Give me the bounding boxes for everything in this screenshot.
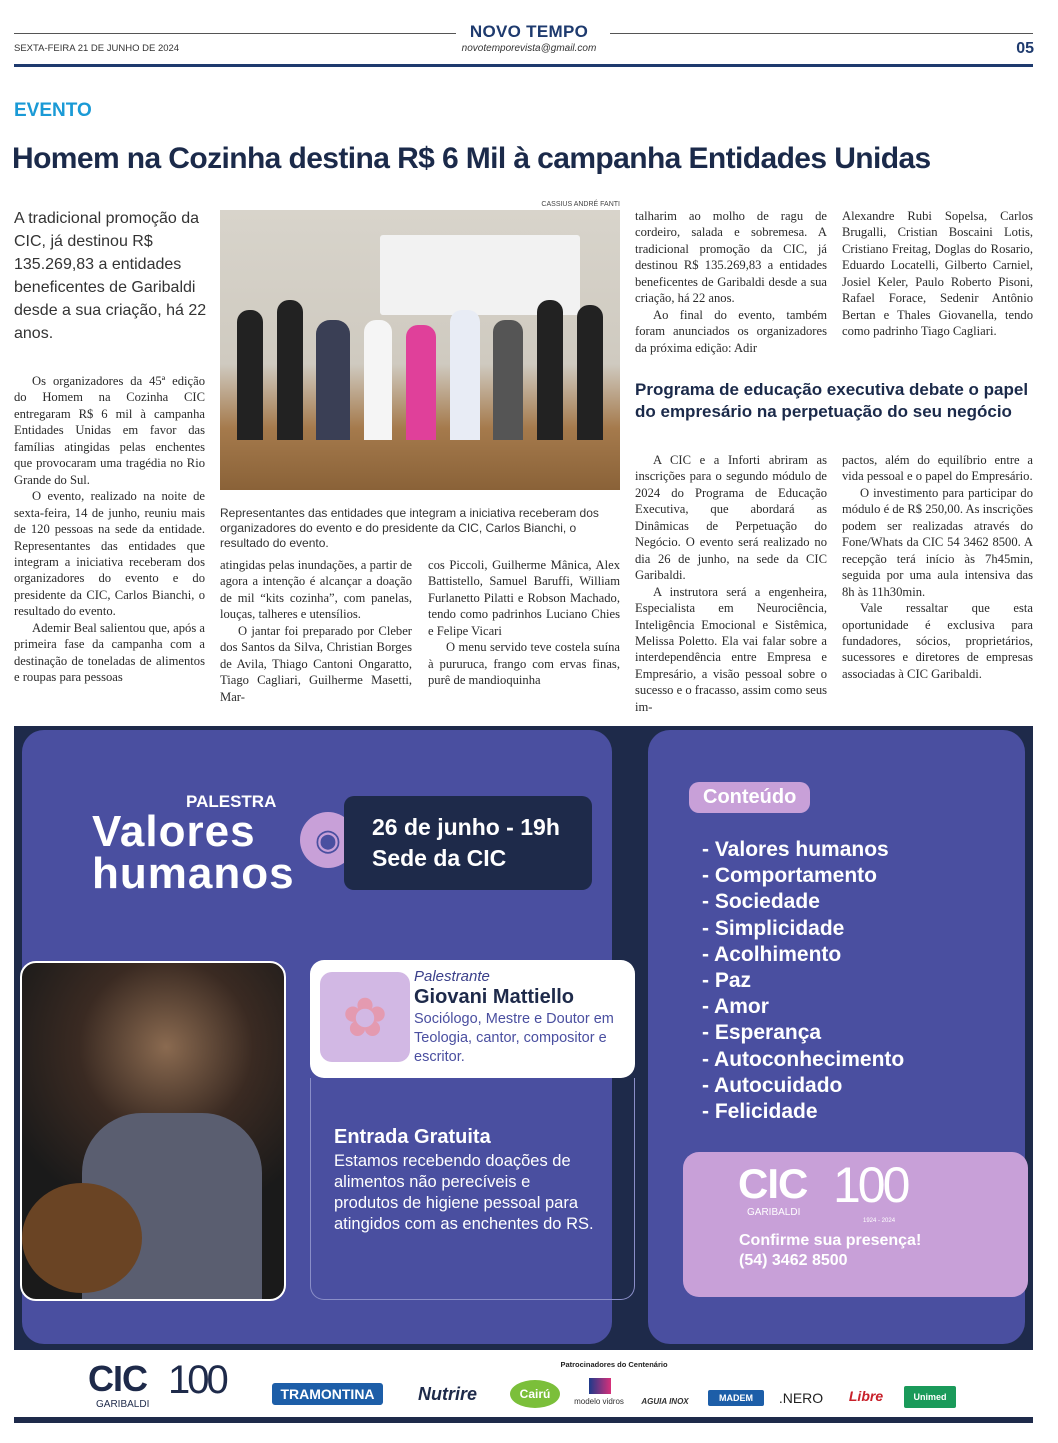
- topic-item: - Sociedade: [702, 890, 820, 914]
- sponsor-libre: Libre: [848, 1388, 884, 1404]
- paragraph: atingidas pelas inundações, a partir de agora a intenção é alcançar a doação de mil “kits cozinha”, com panelas, louças, talheres e utensílios.: [220, 558, 412, 622]
- brain-icon: ◉: [300, 812, 356, 868]
- ad-title-line1: Valores: [92, 807, 256, 856]
- content-label: Conteúdo: [689, 782, 810, 813]
- article-column-1: [14, 373, 205, 686]
- article-column-2: [220, 557, 412, 705]
- sponsor-unimed: Unimed: [904, 1386, 956, 1408]
- topic-item: - Esperança: [702, 1021, 822, 1045]
- sponsors-label: Patrocinadores do Centenário: [560, 1360, 668, 1369]
- paragraph: cos Piccoli, Guilherme Mânica, Alex Battistello, Samuel Baruffi, William Furlanetto Pilatti e Robson Machado, tendo como padrinhos Luciano Chies e Felipe Vicari: [428, 558, 620, 638]
- ad-kicker: PALESTRA: [186, 792, 277, 811]
- paragraph: Vale ressaltar que esta oportunidade é exclusiva para fundadores, sócios, proprietários, sucessores e diretores de empresas associadas à CIC Garibaldi.: [842, 601, 1033, 681]
- people-group: [230, 270, 610, 440]
- sponsor-modelo-vidros: modelo vidros: [574, 1396, 624, 1406]
- rsvp-box: [683, 1152, 1028, 1297]
- speaker-card: [310, 960, 635, 1078]
- article-column-4: [635, 208, 827, 356]
- topic-item: - Comportamento: [702, 864, 877, 888]
- paragraph: A instrutora será a engenheira, Especialista em Neurociência, Inteligência Emocional e Sistêmica, Melissa Poletto. Ela vai falar sobre a interdependência entre Empresa e Empresário, a visão pessoal sobre o sucesso e o fracasso, assim como seus im-: [635, 584, 828, 714]
- sponsor-aguia-inox: AGUIA INOX: [641, 1396, 689, 1406]
- footer-bar: [14, 1417, 1033, 1423]
- rsvp-text: Confirme sua presença!: [739, 1232, 922, 1249]
- speaker-name: Giovani Mattiello: [414, 986, 575, 1008]
- paragraph: O menu servido teve costela suína à pururuca, frango com ervas finas, purê de mandioquinha: [428, 640, 620, 688]
- rsvp-phone: (54) 3462 8500: [739, 1252, 848, 1269]
- article-column-5: [842, 208, 1033, 340]
- brain-icon: ✿: [320, 972, 410, 1062]
- cic-logo-sub: GARIBALDI: [747, 1207, 801, 1218]
- topic-item: - Simplicidade: [702, 916, 845, 940]
- photo-credit: CASSIUS ANDRÉ FANTI: [541, 201, 620, 208]
- entry-text: Estamos recebendo doações de alimentos não perecíveis e produtos de higiene pessoal para atingidos com as enchentes do RS.: [334, 1152, 594, 1233]
- ad-title-line2: humanos: [92, 849, 295, 898]
- event-photo: [220, 210, 620, 490]
- topic-list: [702, 837, 904, 1125]
- sponsor-cairu: Cairú: [510, 1380, 560, 1408]
- paragraph: A CIC e a Inforti abriram as inscrições para o segundo módulo de 2024 do Programa de Educação Executiva, que abordará as Dinâmicas de Perpetuação do Negócio. O evento será realizado no dia 26 de junho, na sede da CIC Garibaldi.: [635, 453, 827, 583]
- issue-date: SEXTA-FEIRA 21 DE JUNHO DE 2024: [14, 43, 180, 54]
- topic-item: - Autocuidado: [702, 1073, 843, 1097]
- paragraph: O investimento para participar do módulo é de R$ 250,00. As inscrições podem ser realizadas através do Fone/Whats da CIC 54 3462 8500. A recepção terá início às 7h45min, seguida por uma aula intensiva das 8h às 11h30min.: [842, 485, 1033, 599]
- section-label: EVENTO: [14, 100, 92, 121]
- topic-item: - Felicidade: [702, 1100, 818, 1124]
- topic-item: - Amor: [702, 995, 769, 1019]
- modelo-vidros-icon: [589, 1378, 611, 1394]
- article2-column-1: [635, 452, 827, 715]
- photo-caption: Representantes das entidades que integram a iniciativa receberam dos organizadores do evento e do presidente da CIC, Carlos Bianchi, o resultado do evento.: [220, 506, 599, 550]
- paragraph: O evento, realizado na noite de sexta-feira, 14 de junho, reuniu mais de 120 pessoas na sede da entidade. Representantes das entidades que integram a iniciativa receberam dos organizadores do evento e do presidente da CIC, Carlos Bianchi, o resultado do evento.: [14, 489, 205, 619]
- centenary-years: 1924 - 2024: [863, 1218, 896, 1224]
- cic-logo-sub: GARIBALDI: [96, 1399, 150, 1410]
- speaker-bio: Sociólogo, Mestre e Doutor em Teologia, cantor, compositor e escritor.: [414, 1011, 614, 1065]
- publication-email: novotemporevista@gmail.com: [461, 43, 597, 54]
- page-number: 05: [1016, 40, 1034, 57]
- sponsor-nero: .NERO: [778, 1390, 824, 1406]
- topic-item: - Valores humanos: [702, 838, 889, 861]
- paragraph: Ademir Beal salientou que, após a primeira fase da campanha com a destinação de toneladas de alimentos e roupas para pessoas: [14, 620, 205, 685]
- cic-logo: CIC: [738, 1160, 808, 1207]
- topic-item: - Paz: [702, 969, 752, 993]
- sponsor-nutrire: Nutrire: [417, 1383, 477, 1404]
- paragraph: pactos, além do equilíbrio entre a vida pessoal e o papel do Empresário.: [842, 453, 1033, 484]
- sponsor-madem: MADEM: [708, 1390, 764, 1406]
- paragraph: Alexandre Rubi Sopelsa, Carlos Brugalli, Cristian Boscaini Lotis, Cristiano Freitag, Doglas do Rosario, Eduardo Locatelli, Gilberto Carniel, Josiel Keler, Paulo Roberto Pisoni, Rafael Forace, Sedenir Antônio Bertan e Thales Giovanella, tendo como padrinho Tiago Cagliari.: [842, 209, 1033, 339]
- centenary-logo: 100: [833, 1157, 908, 1213]
- article2-headline: Programa de educação executiva debate o papel do empresário na perpetuação do seu negócio: [635, 380, 1029, 421]
- speaker-label: Palestrante: [414, 968, 490, 985]
- centenary-logo: 100: [168, 1358, 226, 1402]
- headline: Homem na Cozinha destina R$ 6 Mil à campanha Entidades Unidas: [12, 142, 931, 175]
- ad-venue: Sede da CIC: [372, 845, 507, 871]
- article2-column-2: [842, 452, 1033, 682]
- topic-item: - Autoconhecimento: [702, 1047, 905, 1071]
- paragraph: O jantar foi preparado por Cleber dos Santos da Silva, Christian Borges de Avila, Thiago Cantoni Ongaratto, Tiago Cagliari, Guilherme Masetti, Mar-: [220, 623, 412, 704]
- topic-item: - Acolhimento: [702, 942, 842, 966]
- lead-text: A tradicional promoção da CIC, já destinou R$ 135.269,83 a entidades beneficentes de Garibaldi desde a sua criação, há 22 anos.: [14, 210, 207, 342]
- paragraph: Ao final do evento, também foram anunciados os organizadores da próxima edição: Adir: [635, 307, 827, 355]
- ad-date: 26 de junho - 19h: [372, 814, 560, 840]
- header-divider: [14, 64, 1033, 67]
- article-column-3: [428, 557, 620, 689]
- speaker-photo: [20, 961, 286, 1301]
- sponsor-tramontina: TRAMONTINA: [272, 1383, 383, 1405]
- paragraph: talharim ao molho de ragu de cordeiro, salada e sobremesa. A tradicional promoção da CIC, já destinou R$ 135.269,83 a entidades beneficentes de Garibaldi desde a sua criação, há 22 anos.: [635, 209, 827, 306]
- date-box: [344, 796, 592, 890]
- paragraph: Os organizadores da 45ª edição do Homem na Cozinha CIC entregaram R$ 6 mil à campanha Entidades Unidas em favor das famílias atingidas pelas enchentes que provocaram uma tragédia no Rio Grande do Sul.: [14, 374, 205, 487]
- publication-name: NOVO TEMPO: [469, 22, 589, 41]
- cic-logo: CIC: [88, 1358, 147, 1399]
- entry-title: Entrada Gratuita: [334, 1126, 491, 1148]
